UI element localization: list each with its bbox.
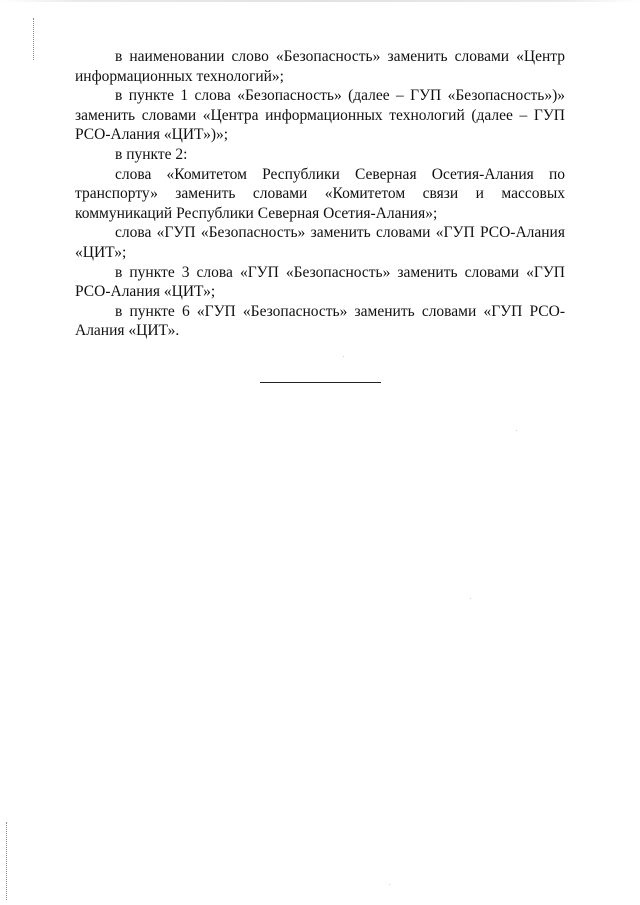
scan-speck: [516, 430, 517, 431]
margin-mark-top: [33, 18, 35, 60]
paragraph-item-6: в пункте 6 «ГУП «Безопасность» заменить словами «ГУП РСО-Алания «ЦИТ».: [75, 302, 565, 340]
paragraph-item-2-heading: в пункте 2:: [115, 145, 188, 163]
paragraph-item-2-committee: слова «Комитетом Республики Северная Осетия-Алания по транспорту» заменить словами «Комитетом связи и массовых коммуникаций Республики Северная Осетия-Алания»;: [75, 165, 565, 222]
paragraph-item-1: в пункте 1 слова «Безопасность» (далее – ГУП «Безопасность»)» заменить словами «Центра информационных технологий (далее – ГУП РСО-Алания «ЦИТ»)»;: [75, 87, 565, 144]
paragraph-item-3: в пункте 3 слова «ГУП «Безопасность» заменить словами «ГУП РСО-Алания «ЦИТ»;: [75, 263, 565, 301]
scan-speck: [470, 598, 471, 599]
scan-speck: [343, 356, 344, 357]
paragraph-rename: в наименовании слово «Безопасность» заменить словами «Центр информационных технологий»;: [75, 48, 565, 85]
end-of-text-rule: [260, 382, 381, 383]
scan-speck: [389, 884, 390, 885]
document-body: [75, 47, 565, 341]
margin-mark-bottom: [6, 822, 8, 900]
paragraph-item-2-gup: слова «ГУП «Безопасность» заменить словами «ГУП РСО-Алания «ЦИТ»;: [75, 224, 565, 261]
scan-top-edge: [0, 0, 640, 2]
